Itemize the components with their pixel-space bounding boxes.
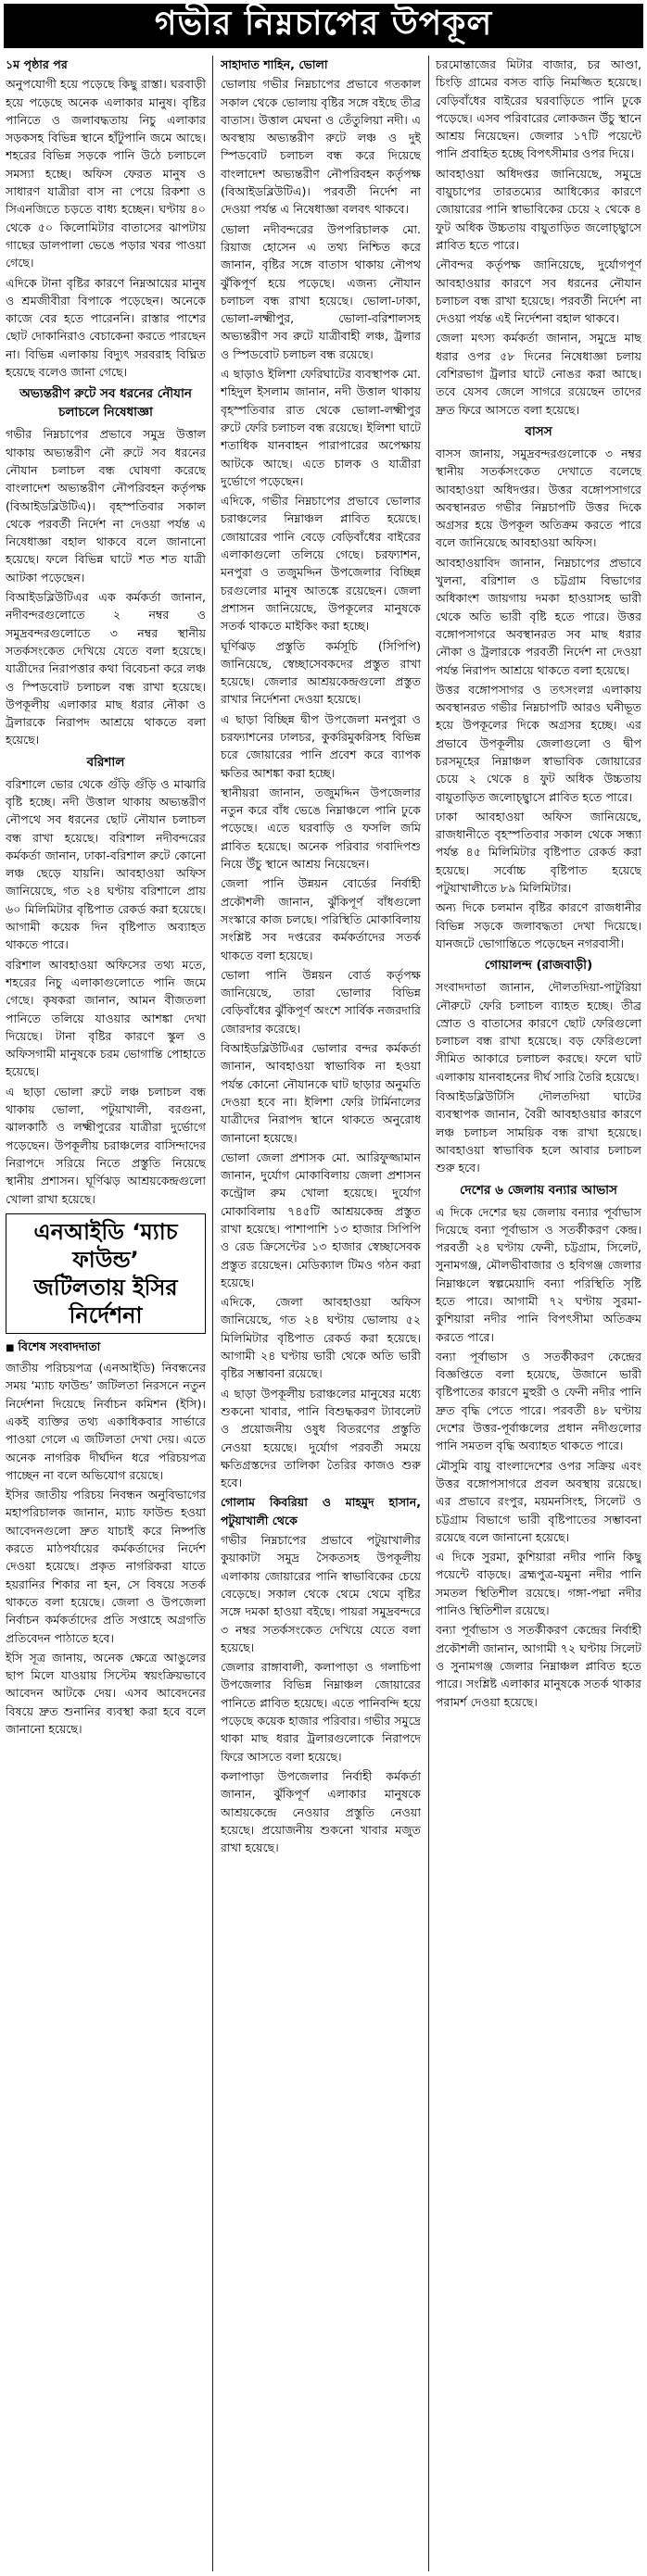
article-headline-line1: এনআইডি ‘ম্যাচ ফাউন্ড’ xyxy=(33,1218,178,1273)
column-right xyxy=(436,56,641,2570)
paragraph: সংবাদদাতা জানান, দৌলতদিয়া-পাটুরিয়া নৌরুটে ফেরি চলাচল ব্যাহত হচ্ছে। তীব্র স্রোত ও বাতাসের কারণে ছোট ফেরিগুলো চলাচল বন্ধ রাখা হয়েছে। বড় ফেরিগুলো সীমিত আকারে চলাচল করছে। ফলে ঘাট এলাকায় যানবাহনের দীর্ঘ সারি তৈরি হয়েছে। xyxy=(436,980,641,1084)
paragraph: অনুপযোগী হয়ে পড়েছে কিছু রাস্তা। ঘরবাড়ী হয়ে পড়েছে অনেক এলাকার মানুষ। বৃষ্টির পানিতে ও জলাবদ্ধতায় নিচু এলাকার সড়কসহ বিভিন্ন স্থানে হাঁটুপানি জমে আছে। শহরের বিভিন্ন সড়কে পানি উঠে চলাচলে সমস্যা হচ্ছে। অফিস ফেরত মানুষ ও সাধারণ যাত্রীরা বাস না পেয়ে রিকশা ও সিএনজিতে চড়তে বাধ্য হচ্ছেন। ঘণ্টায় ৪০ থেকে ৫০ কিলোমিটার বাতাসের ঝাপটায় গাছের ডালপালা ভেঙে পড়ার খবর পাওয়া গেছে। xyxy=(6,77,206,270)
subheading: বাসস xyxy=(525,423,552,439)
paragraph: কলাপাড়া উপজেলার নির্বাহী কর্মকর্তা জানান, ঝুঁকিপূর্ণ এলাকার মানুষকে আশ্রয়কেন্দ্রে নেওয়ার প্রস্তুতি নেওয়া হয়েছে। প্রয়োজনীয় শুকনো খাবার মজুত রাখা হয়েছে। xyxy=(221,1768,421,1855)
paragraph: এ ছাড়া বিচ্ছিন্ন দ্বীপ উপজেলা মনপুরা ও চরফ্যাশনের ঢালচর, কুকরিমুকরিসহ বিভিন্ন চরে জোয়ারের পানি প্রবেশ করে ব্যাপক ক্ষতির আশঙ্কা করা হচ্ছে। xyxy=(221,711,421,780)
paragraph: বন্যা পূর্বাভাস ও সতর্কীকরণ কেন্দ্রের বিজ্ঞপ্তিতে বলা হয়েছে, উজানে ভারী বৃষ্টিপাতের কারণে মুহুরী ও ফেনী নদীর পানি দ্রুত বৃদ্ধি পেতে পারে। পরবর্তী ৪৮ ঘণ্টায় দেশের উত্তর-পূর্বাঞ্চলের প্রধান নদীগুলোর পানি সমতল বৃদ্ধি অব্যাহত থাকতে পারে। xyxy=(436,1349,641,1453)
paragraph: এদিকে, জেলা আবহাওয়া অফিস জানিয়েছে, গত ২৪ ঘণ্টায় ভোলায় ৫২ মিলিমিটার বৃষ্টিপাত রেকর্ড করা হয়েছে। আগামী ২৪ ঘণ্টায় ভারী থেকে অতি ভারী বৃষ্টির সম্ভাবনা রয়েছে। xyxy=(221,1295,421,1381)
paragraph: এদিকে, গভীর নিম্নচাপের প্রভাবে ভোলার চরাঞ্চলের নিম্নাঞ্চল প্লাবিত হয়েছে। জোয়ারের পানি বেড়ে বেড়িবাঁধের বাইরের এলাকাগুলো তলিয়ে গেছে। চরফ্যাশন, মনপুরা ও তজুমদ্দিন উপজেলার বিচ্ছিন্ন চরগুলোর মানুষ আতঙ্কে রয়েছেন। জেলা প্রশাসন জানিয়েছে, উপকূলের মানুষকে সতর্ক থাকতে মাইকিং করা হচ্ছে। xyxy=(221,494,421,634)
paragraph: উত্তর বঙ্গোপসাগর ও তৎসংলগ্ন এলাকায় অবস্থানরত গভীর নিম্নচাপটি আরও ঘনীভূত হয়ে উপকূলের দিকে অগ্রসর হচ্ছে। এর প্রভাবে উপকূলীয় জেলাগুলো ও দ্বীপ চরসমূহের নিম্নাঞ্চল স্বাভাবিক জোয়ারের চেয়ে ২ থেকে ৪ ফুট অধিক উচ্চতায় বায়ুতাড়িত জলোচ্ছ্বাসে প্লাবিত হতে পারে। xyxy=(436,682,641,804)
byline-text: বিশেষ সংবাদদাতা xyxy=(18,1338,101,1353)
subheading: বরিশাল xyxy=(86,754,125,770)
paragraph: জেলার রাঙ্গাবালী, কলাপাড়া ও গলাচিপা উপজেলার বিভিন্ন নিম্নাঞ্চল জোয়ারের পানিতে প্লাবিত হয়েছে। এতে পানিবন্দি হয়ে পড়েছে কয়েক হাজার পরিবার। গভীর সমুদ্রে থাকা মাছ ধরার ট্রলারগুলোকে নিরাপদে ফিরে আসতে বলা হয়েছে। xyxy=(221,1660,421,1764)
column-divider xyxy=(212,56,213,2571)
headline-banner xyxy=(4,4,643,48)
paragraph: বিআইডব্লিউটিএর ভোলার বন্দর কর্মকর্তা জানান, আবহাওয়া স্বাভাবিক না হওয়া পর্যন্ত কোনো নৌযানকে ঘাট ছাড়ার অনুমতি দেওয়া হবে না। ইলিশা ফেরি টার্মিনালের যাত্রীদের নিরাপদ স্থানে থাকতে অনুরোধ জানানো হয়েছে। xyxy=(221,1041,421,1145)
paragraph: আবহাওয়া অধিদপ্তর জানিয়েছে, সমুদ্রে বায়ুচাপের তারতম্যের আধিক্যের কারণে জোয়ারের পানি স্বাভাবিকের চেয়ে ২ থেকে ৪ ফুট অধিক উচ্চতায় বায়ুতাড়িত জলোচ্ছ্বাসে প্লাবিত হতে পারে। xyxy=(436,166,641,252)
article-headline-box xyxy=(6,1213,206,1334)
article-headline-line2: জটিলতায় ইসির নির্দেশনা xyxy=(33,1274,178,1328)
paragraph: নৌবন্দর কর্তৃপক্ষ জানিয়েছে, দুর্যোগপূর্ণ আবহাওয়ার কারণে সব ধরনের নৌযান চলাচল বন্ধ রাখা হয়েছে। পরবর্তী নির্দেশ না দেওয়া পর্যন্ত এই নির্দেশনা বহাল থাকবে। xyxy=(436,258,641,326)
paragraph: অন্য দিকে চলমান বৃষ্টির কারণে রাজধানীর বিভিন্ন সড়কে জলাবদ্ধতা দেখা দিয়েছে। যানজটে ভোগান্তিতে পড়েছেন নগরবাসী। xyxy=(436,900,641,950)
paragraph: এ ছাড়া ভোলা রুটে লঞ্চ চলাচল বন্ধ থাকায় ভোলা, পটুয়াখালী, বরগুনা, ঝালকাঠি ও লক্ষ্মীপুরের যাত্রীরা দুর্ভোগে পড়েছেন। উপকূলীয় চরাঞ্চলের বাসিন্দাদের নিরাপদে সরিয়ে নিতে প্রস্তুতি নিয়েছে স্থানীয় প্রশাসন। ঘূর্ণিঝড় আশ্রয়কেন্দ্রগুলো খোলা রাখা হয়েছে। xyxy=(6,1084,206,1206)
column-divider xyxy=(428,56,429,2571)
paragraph: ইসির জাতীয় পরিচয় নিবন্ধন অনুবিভাগের মহাপরিচালক জানান, ম্যাচ ফাউন্ড হওয়া আবেদনগুলো দ্রুত যাচাই করে নিষ্পত্তি করতে মাঠপর্যায়ের কর্মকর্তাদের নির্দেশ দেওয়া হয়েছে। প্রকৃত নাগরিকরা যাতে হয়রানির শিকার না হন, সে বিষয়ে সতর্ক থাকতে বলা হয়েছে। জেলা ও উপজেলা নির্বাচন কর্মকর্তাদের প্রতি সপ্তাহে অগ্রগতি প্রতিবেদন পাঠাতে হবে। xyxy=(6,1488,206,1645)
column-left xyxy=(6,56,206,2570)
paragraph: আবহাওয়াবিদ জানান, নিম্নচাপের প্রভাবে খুলনা, বরিশাল ও চট্টগ্রাম বিভাগের অধিকাংশ জায়গায় দমকা হাওয়াসহ ভারী থেকে অতি ভারী বৃষ্টি হতে পারে। উত্তর বঙ্গোপসাগরে অবস্থানরত সব মাছ ধরার নৌকা ও ট্রলারকে পরবর্তী নির্দেশ না দেওয়া পর্যন্ত নিরাপদ আশ্রয়ে থাকতে বলা হয়েছে। xyxy=(436,555,641,677)
reporter-credit: গোলাম কিবরিয়া ও মাহমুদ হাসান, পটুয়াখালী থেকে xyxy=(221,1495,421,1527)
reporter-credit: সাহাদাত শাহিন, ভোলা xyxy=(221,57,328,71)
paragraph: ঢাকা আবহাওয়া অফিস জানিয়েছে, রাজধানীতে বৃহস্পতিবার সকাল থেকে সন্ধ্যা পর্যন্ত ৪৫ মিলিমিটার বৃষ্টিপাত রেকর্ড করা হয়েছে। সর্বোচ্চ বৃষ্টিপাত হয়েছে পটুয়াখালীতে ৮৯ মিলিমিটার। xyxy=(436,809,641,896)
subheading: গোয়ালন্দ (রাজবাড়ী) xyxy=(484,958,593,974)
paragraph: বিআইডব্লিউটিএর এক কর্মকর্তা জানান, নদীবন্দরগুলোতে ২ নম্বর ও সমুদ্রবন্দরগুলোতে ৩ নম্বর স্থানীয় সতর্কসংকেত দেখিয়ে যেতে বলা হয়েছে। যাত্রীদের নিরাপত্তার কথা বিবেচনা করে লঞ্চ ও স্পিডবোট চলাচল বন্ধ রাখা হয়েছে। উপকূলীয় এলাকার মাছ ধরার নৌকা ও ট্রলারকে নিরাপদ আশ্রয়ে থাকতে বলা হয়েছে। xyxy=(6,590,206,748)
paragraph: বরিশাল আবহাওয়া অফিসের তথ্য মতে, শহরের নিচু এলাকাগুলোতে পানি জমে গেছে। কৃষকরা জানান, আমন বীজতলা পানিতে তলিয়ে যাওয়ার আশঙ্কা দেখা দিয়েছে। টানা বৃষ্টির কারণে স্কুল ও অফিসগামী মানুষকে চরম ভোগান্তি পোহাতে হয়েছে। xyxy=(6,957,206,1079)
paragraph: গভীর নিম্নচাপের প্রভাবে পটুয়াখালীর কুয়াকাটা সমুদ্র সৈকতসহ উপকূলীয় এলাকায় জোয়ারের পানি স্বাভাবিকের চেয়ে বেড়েছে। সকাল থেকে থেমে থেমে বৃষ্টির সঙ্গে দমকা হাওয়া বইছে। পায়রা সমুদ্রবন্দরে ৩ নম্বর সতর্কসংকেত দেখিয়ে যেতে বলা হয়েছে। xyxy=(221,1533,421,1654)
paragraph: বরিশালে ভোর থেকে গুঁড়ি গুঁড়ি ও মাঝারি বৃষ্টি হচ্ছে। নদী উত্তাল থাকায় অভ্যন্তরীণ নৌপথে সব ধরনের ছোট নৌযান চলাচল বন্ধ রাখা হয়েছে। বরিশাল নদীবন্দরের কর্মকর্তা জানান, ঢাকা-বরিশাল রুটে কোনো লঞ্চ ছেড়ে যায়নি। আবহাওয়া অফিস জানিয়েছে, গত ২৪ ঘণ্টায় বরিশালে প্রায় ৬০ মিলিমিটার বৃষ্টিপাত রেকর্ড করা হয়েছে। আগামী কয়েক দিন বৃষ্টিপাত অব্যাহত থাকতে পারে। xyxy=(6,776,206,952)
paragraph: বাসস জানায়, সমুদ্রবন্দরগুলোকে ৩ নম্বর স্থানীয় সতর্কসংকেত দেখাতে বলেছে আবহাওয়া অধিদপ্তর। উত্তর বঙ্গোপসাগরে অবস্থানরত গভীর নিম্নচাপটি উত্তর দিকে অগ্রসর হয়ে উপকূল অতিক্রম করতে পারে বলে জানিয়েছে আবহাওয়া অফিস। xyxy=(436,446,641,550)
continuation-label: ১ম পৃষ্ঠার পর xyxy=(6,57,68,71)
paragraph: ভোলা নদীবন্দরের উপপরিচালক মো. রিয়াজ হোসেন এ তথ্য নিশ্চিত করে জানান, বৃষ্টির সঙ্গে বাতাস থাকায় নৌপথ ঝুঁকিপূর্ণ হয়ে পড়েছে। এজন্য নৌযান চলাচল বন্ধ রাখা হয়েছে। ভোলা-ঢাকা, ভোলা-লক্ষ্মীপুর, ভোলা-বরিশালসহ অভ্যন্তরীণ সব রুটে যাত্রীবাহী লঞ্চ, ট্রলার ও স্পিডবোট চলাচল বন্ধ রয়েছে। xyxy=(221,221,421,361)
paragraph: ঘূর্ণিঝড় প্রস্তুতি কর্মসূচি (সিপিপি) জানিয়েছে, স্বেচ্ছাসেবকদের প্রস্তুত রাখা হয়েছে। জেলার আশ্রয়কেন্দ্রগুলো প্রস্তুত রাখার নির্দেশনা দেওয়া হয়েছে। xyxy=(221,638,421,707)
paragraph: এদিকে টানা বৃষ্টির কারণে নিম্নআয়ের মানুষ ও শ্রমজীবীরা বিপাকে পড়েছেন। অনেকে কাজে বের হতে পারেননি। রাস্তার পাশের ছোট দোকানিরাও বেচাকেনা করতে পারছেন না। বিভিন্ন এলাকায় বিদ্যুৎ সরবরাহ বিঘ্নিত হয়েছে বলেও জানা গেছে। xyxy=(6,275,206,380)
paragraph: ভোলায় গভীর নিম্নচাপের প্রভাবে গতকাল সকাল থেকে ভোলায় বৃষ্টির সঙ্গে বইছে তীব্র বাতাস। উত্তাল মেঘনা ও তেঁতুলিয়া নদী। এ অবস্থায় অভ্যন্তরীণ রুটে লঞ্চ ও দুই স্পিডবোট চলাচল বন্ধ করে দিয়েছে বাংলাদেশ অভ্যন্তরীণ নৌপরিবহন কর্তৃপক্ষ (বিআইডব্লিউটিএ)। পরবর্তী নির্দেশ না দেওয়া পর্যন্ত এ নিষেধাজ্ঞা বলবৎ থাকবে। xyxy=(221,77,421,217)
paragraph: এ ছাড়া উপকূলীয় চরাঞ্চলের মানুষের মধ্যে শুকনো খাবার, পানি বিশুদ্ধকরণ ট্যাবলেট ও প্রয়োজনীয় ওষুধ বিতরণের প্রস্তুতি নেওয়া হয়েছে। দুর্যোগ পরবর্তী সময়ে ক্ষতিগ্রস্তদের তালিকা তৈরির কাজও শুরু হবে। xyxy=(221,1386,421,1490)
paragraph: জেলা মৎস্য কর্মকর্তা জানান, সমুদ্রে মাছ ধরার ওপর ৫৮ দিনের নিষেধাজ্ঞা চলায় বেশিরভাগ ট্রলার ঘাটে নোঙর করা আছে। তবে যেসব জেলে সাগরে রয়েছেন তাদের দ্রুত ফিরে আসতে বলা হয়েছে। xyxy=(436,331,641,417)
byline xyxy=(6,1338,206,1357)
column-middle xyxy=(221,56,421,2570)
paragraph: এ দিকে দেশের ছয় জেলায় বন্যার পূর্বাভাস দিয়েছে বন্যা পূর্বাভাস ও সতর্কীকরণ কেন্দ্র। পরবর্তী ২৪ ঘণ্টায় ফেনী, চট্টগ্রাম, সিলেট, সুনামগঞ্জ, মৌলভীবাজার ও হবিগঞ্জ জেলার নিম্নাঞ্চলে স্বল্পমেয়াদি বন্যা পরিস্থিতি সৃষ্টি হতে পারে। আগামী ৭২ ঘণ্টায় সুরমা-কুশিয়ারা নদীর পানি বিপৎসীমা অতিক্রম করতে পারে। xyxy=(436,1204,641,1344)
subheading: দেশের ৬ জেলায় বন্যার আভাস xyxy=(460,1182,617,1198)
paragraph: বিআইডব্লিউটিসি দৌলতদিয়া ঘাটের ব্যবস্থাপক জানান, বৈরী আবহাওয়ার কারণে লঞ্চ চলাচল সাময়িক বন্ধ রাখা হয়েছে। আবহাওয়া স্বাভাবিক হলে আবার চলাচল শুরু হবে। xyxy=(436,1089,641,1175)
paragraph: ভোলা জেলা প্রশাসক মো. আরিফুজ্জামান জানান, দুর্যোগ মোকাবিলায় জেলা প্রশাসন কন্ট্রোল রুম খোলা হয়েছে। দুর্যোগ মোকাবিলায় ৭৪৫টি আশ্রয়কেন্দ্র প্রস্তুত রাখা হয়েছে। পাশাপাশি ১৩ হাজার সিপিপি ও রেড ক্রিসেন্টের ১৩ হাজার স্বেচ্ছাসেবক প্রস্তুত রয়েছেন। মেডিক্যাল টিমও গঠন করা হয়েছে। xyxy=(221,1150,421,1289)
paragraph: চরমোন্তাজের মিটার বাজার, চর আণ্ডা, চিংড়ি গ্রামের বসত বাড়ি নিমজ্জিত হয়েছে। বেড়িবাঁধের বাইরের ঘরবাড়িতে পানি ঢুকে পড়েছে। এসব পরিবারের লোকজন উঁচু স্থানে আশ্রয় নিয়েছেন। জেলার ১৭টি পয়েন্টে পানি প্রবাহিত হচ্ছে বিপৎসীমার ওপর দিয়ে। xyxy=(436,57,641,161)
paragraph: ভোলা পানি উন্নয়ন বোর্ড কর্তৃপক্ষ জানিয়েছে, তারা ভোলার বিভিন্ন বেড়িবাঁধের ঝুঁকিপূর্ণ অংশে সার্বিক নজরদারি জোরদার করেছে। xyxy=(221,967,421,1036)
paragraph: স্থানীয়রা জানান, তজুমদ্দিন উপজেলার নতুন করে বাঁধ ভেঙে নিম্নাঞ্চলে পানি ঢুকে পড়েছে। এতে ঘরবাড়ি ও ফসলি জমি প্লাবিত হয়েছে। অনেক পরিবার গবাদিপশু নিয়ে উঁচু স্থানে আশ্রয় নিয়েছেন। xyxy=(221,785,421,872)
paragraph: গভীর নিম্নচাপের প্রভাবে সমুদ্র উত্তাল থাকায় অভ্যন্তরীণ নৌ রুটে সব ধরনের নৌযান চলাচল বন্ধ ঘোষণা করেছে বাংলাদেশ অভ্যন্তরীণ নৌপরিবহন কর্তৃপক্ষ (বিআইডব্লিউটিএ)। বৃহস্পতিবার সকাল থেকে পরবর্তী নির্দেশ না দেওয়া পর্যন্ত এ নিষেধাজ্ঞা বহাল থাকবে বলে জানানো হয়েছে। ফলে বিভিন্ন ঘাটে শত শত যাত্রী আটকা পড়েছেন। xyxy=(6,427,206,584)
paragraph: জেলা পানি উন্নয়ন বোর্ডের নির্বাহী প্রকৌশলী জানান, ঝুঁকিপূর্ণ বাঁধগুলো সংস্কারে কাজ চলছে। পরিস্থিতি মোকাবিলায় সংশ্লিষ্ট সব দপ্তরের কর্মকর্তাদের সতর্ক থাকতে বলা হয়েছে। xyxy=(221,876,421,962)
headline-title: গভীর নিম্নচাপের উপকূল xyxy=(154,5,493,43)
paragraph: এ ছাড়াও ইলিশা ফেরিঘাটের ব্যবস্থাপক মো. শহিদুল ইসলাম জানান, নদী উত্তাল থাকায় বৃহস্পতিবার রাত থেকে ভোলা-লক্ষ্মীপুর রুটে ফেরি চলাচল বন্ধ রয়েছে। ইলিশা ঘাটে শতাধিক যানবাহন পারাপারের অপেক্ষায় আটকে আছে। এতে চালক ও যাত্রীরা দুর্ভোগে পড়েছেন। xyxy=(221,367,421,488)
paragraph: এ দিকে সুরমা, কুশিয়ারা নদীর পানি কিছু পয়েন্টে বাড়ছে। ব্রহ্মপুত্র-যমুনা নদীর পানি সমতল স্থিতিশীল রয়েছে। গঙ্গা-পদ্মা নদীর পানিও স্থিতিশীল রয়েছে। xyxy=(436,1550,641,1618)
paragraph: ইসি সূত্র জানায়, অনেক ক্ষেত্রে আঙুলের ছাপ মিলে যাওয়ায় সিস্টেম স্বয়ংক্রিয়ভাবে আবেদন আটকে দেয়। এসব আবেদনের বিষয়ে দ্রুত শুনানির ব্যবস্থা করা হবে বলে জানানো হয়েছে। xyxy=(6,1650,206,1737)
paragraph: বন্যা পূর্বাভাস ও সতর্কীকরণ কেন্দ্রের নির্বাহী প্রকৌশলী জানান, আগামী ৭২ ঘণ্টায় সিলেট ও সুনামগঞ্জ জেলার নিম্নাঞ্চল প্লাবিত হতে পারে। সংশ্লিষ্ট এলাকার মানুষকে সতর্ক থাকার পরামর্শ দেওয়া হয়েছে। xyxy=(436,1623,641,1709)
paragraph: জাতীয় পরিচয়পত্র (এনআইডি) নিবন্ধনের সময় ‘ম্যাচ ফাউন্ড’ জটিলতা নিরসনে নতুন নির্দেশনা দিয়েছে নির্বাচন কমিশন (ইসি)। একই ব্যক্তির তথ্য একাধিকবার সার্ভারে পাওয়া গেলে এ জটিলতা দেখা দেয়। এতে অনেক নাগরিক দীর্ঘদিন ধরে পরিচয়পত্র পাচ্ছেন না বলে অভিযোগ রয়েছে। xyxy=(6,1361,206,1482)
bullet-icon: ■ xyxy=(6,1342,15,1353)
paragraph: মৌসুমি বায়ু বাংলাদেশের ওপর সক্রিয় এবং উত্তর বঙ্গোপসাগরে প্রবল অবস্থায় রয়েছে। এর প্রভাবে রংপুর, ময়মনসিংহ, সিলেট ও চট্টগ্রাম বিভাগে ভারী বৃষ্টিপাতের সম্ভাবনা রয়েছে বলে জানানো হয়েছে। xyxy=(436,1458,641,1544)
subheading: অভ্যন্তরীণ রুটে সব ধরনের নৌযান চলাচলে নিষেধাজ্ঞা xyxy=(19,386,192,421)
